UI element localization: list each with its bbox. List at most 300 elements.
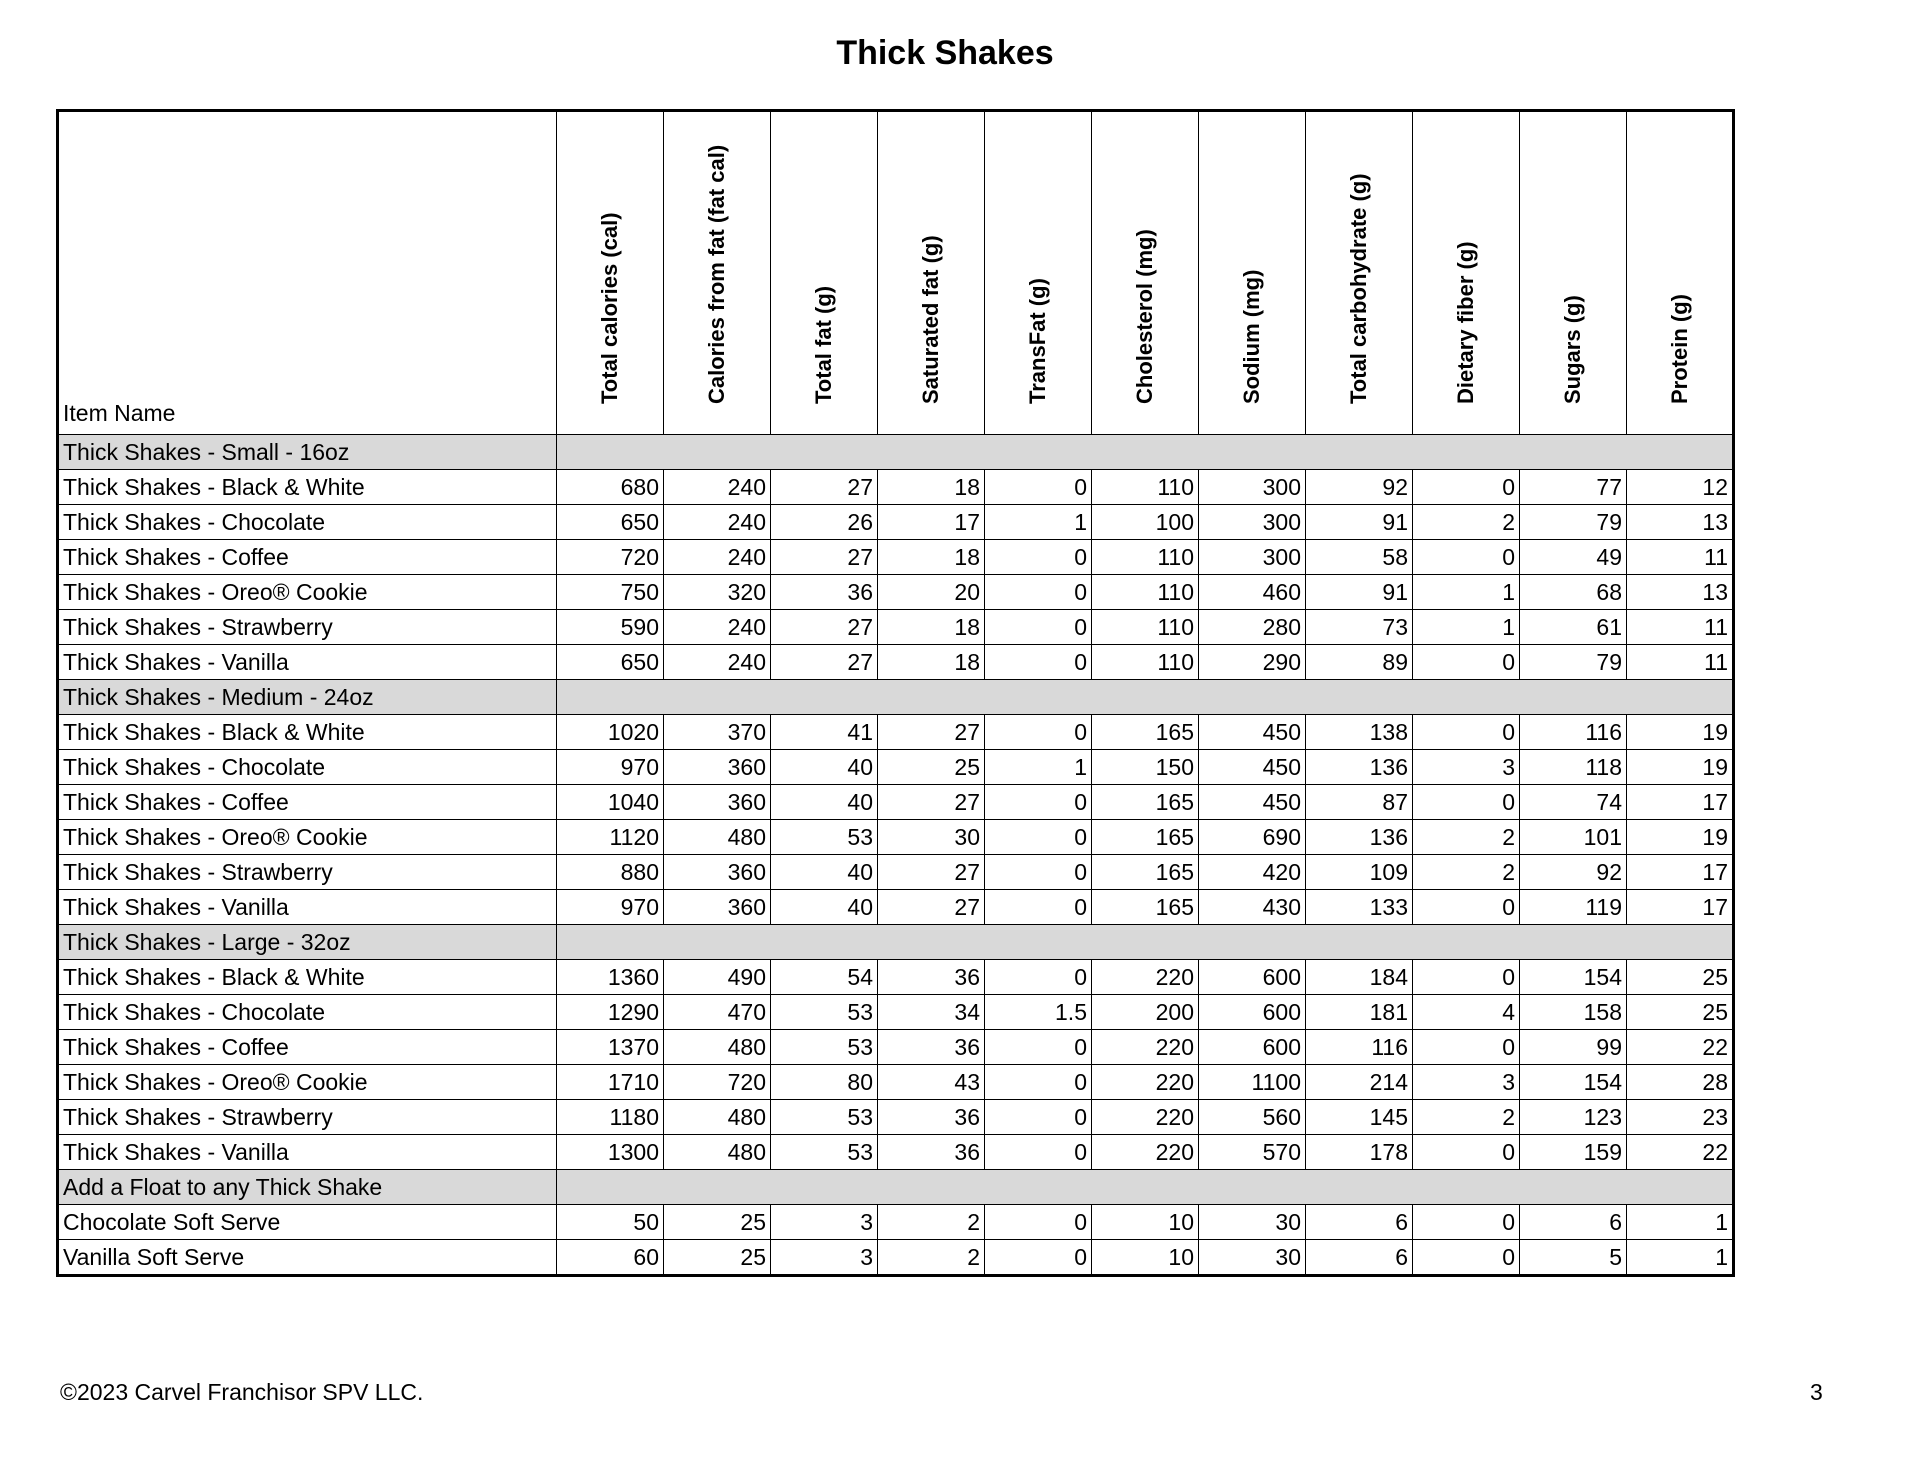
value-cell: 0 (985, 820, 1092, 855)
section-header-row (58, 435, 1734, 470)
value-cell: 19 (1627, 715, 1734, 750)
value-cell: 6 (1306, 1205, 1413, 1240)
value-cell: 1360 (557, 960, 664, 995)
value-cell: 60 (557, 1240, 664, 1276)
value-cell: 0 (1413, 1135, 1520, 1170)
column-header (1413, 111, 1520, 435)
value-cell: 53 (771, 1135, 878, 1170)
table-row (58, 890, 1734, 925)
item-name-cell: Thick Shakes - Chocolate (58, 995, 557, 1030)
section-fill (557, 680, 1734, 715)
value-cell: 360 (664, 855, 771, 890)
value-cell: 360 (664, 750, 771, 785)
value-cell: 178 (1306, 1135, 1413, 1170)
nutrition-table (56, 109, 1735, 1277)
section-header-row (58, 925, 1734, 960)
value-cell: 1710 (557, 1065, 664, 1100)
value-cell: 12 (1627, 470, 1734, 505)
value-cell: 1 (985, 750, 1092, 785)
column-header-label: TransFat (g) (1025, 278, 1050, 404)
value-cell: 89 (1306, 645, 1413, 680)
value-cell: 0 (1413, 540, 1520, 575)
table-row (58, 820, 1734, 855)
value-cell: 6 (1306, 1240, 1413, 1276)
value-cell: 101 (1520, 820, 1627, 855)
item-name-cell: Thick Shakes - Chocolate (58, 750, 557, 785)
value-cell: 290 (1199, 645, 1306, 680)
item-name-cell: Thick Shakes - Oreo® Cookie (58, 575, 557, 610)
value-cell: 87 (1306, 785, 1413, 820)
value-cell: 27 (878, 785, 985, 820)
value-cell: 2 (1413, 820, 1520, 855)
value-cell: 99 (1520, 1030, 1627, 1065)
value-cell: 80 (771, 1065, 878, 1100)
value-cell: 25 (1627, 960, 1734, 995)
value-cell: 1 (1627, 1240, 1734, 1276)
value-cell: 220 (1092, 1065, 1199, 1100)
value-cell: 11 (1627, 645, 1734, 680)
value-cell: 0 (985, 1240, 1092, 1276)
value-cell: 23 (1627, 1100, 1734, 1135)
value-cell: 0 (985, 645, 1092, 680)
item-name-cell: Thick Shakes - Chocolate (58, 505, 557, 540)
value-cell: 154 (1520, 960, 1627, 995)
value-cell: 49 (1520, 540, 1627, 575)
value-cell: 240 (664, 645, 771, 680)
value-cell: 0 (1413, 785, 1520, 820)
table-row (58, 1240, 1734, 1276)
column-header (1092, 111, 1199, 435)
column-header-label: Sodium (mg) (1239, 269, 1264, 404)
value-cell: 165 (1092, 715, 1199, 750)
value-cell: 0 (985, 890, 1092, 925)
value-cell: 0 (985, 960, 1092, 995)
value-cell: 92 (1306, 470, 1413, 505)
value-cell: 280 (1199, 610, 1306, 645)
value-cell: 480 (664, 820, 771, 855)
table-row (58, 575, 1734, 610)
table-row (58, 1030, 1734, 1065)
value-cell: 690 (1199, 820, 1306, 855)
value-cell: 300 (1199, 505, 1306, 540)
value-cell: 17 (1627, 890, 1734, 925)
value-cell: 110 (1092, 575, 1199, 610)
value-cell: 0 (985, 575, 1092, 610)
value-cell: 25 (664, 1240, 771, 1276)
value-cell: 123 (1520, 1100, 1627, 1135)
value-cell: 650 (557, 505, 664, 540)
item-name-cell: Thick Shakes - Oreo® Cookie (58, 820, 557, 855)
table-header-row (58, 111, 1734, 435)
item-name-cell: Thick Shakes - Strawberry (58, 610, 557, 645)
item-name-cell: Chocolate Soft Serve (58, 1205, 557, 1240)
section-title: Add a Float to any Thick Shake (58, 1170, 557, 1205)
value-cell: 53 (771, 995, 878, 1030)
value-cell: 25 (1627, 995, 1734, 1030)
value-cell: 1100 (1199, 1065, 1306, 1100)
value-cell: 0 (1413, 1205, 1520, 1240)
column-header-label: Total fat (g) (811, 285, 836, 404)
value-cell: 320 (664, 575, 771, 610)
value-cell: 0 (1413, 645, 1520, 680)
value-cell: 360 (664, 785, 771, 820)
value-cell: 650 (557, 645, 664, 680)
value-cell: 27 (771, 540, 878, 575)
item-name-cell: Vanilla Soft Serve (58, 1240, 557, 1276)
value-cell: 27 (878, 715, 985, 750)
value-cell: 240 (664, 470, 771, 505)
value-cell: 220 (1092, 960, 1199, 995)
value-cell: 53 (771, 820, 878, 855)
value-cell: 30 (1199, 1240, 1306, 1276)
value-cell: 2 (878, 1205, 985, 1240)
section-fill (557, 435, 1734, 470)
value-cell: 79 (1520, 645, 1627, 680)
table-row (58, 715, 1734, 750)
value-cell: 200 (1092, 995, 1199, 1030)
value-cell: 1290 (557, 995, 664, 1030)
column-header (1627, 111, 1734, 435)
value-cell: 30 (878, 820, 985, 855)
section-header-row (58, 680, 1734, 715)
table-row (58, 995, 1734, 1030)
value-cell: 1 (1627, 1205, 1734, 1240)
item-name-cell: Thick Shakes - Coffee (58, 1030, 557, 1065)
value-cell: 50 (557, 1205, 664, 1240)
value-cell: 36 (878, 1030, 985, 1065)
value-cell: 158 (1520, 995, 1627, 1030)
value-cell: 2 (1413, 855, 1520, 890)
value-cell: 154 (1520, 1065, 1627, 1100)
value-cell: 0 (1413, 960, 1520, 995)
value-cell: 159 (1520, 1135, 1627, 1170)
value-cell: 27 (771, 610, 878, 645)
value-cell: 450 (1199, 715, 1306, 750)
item-name-cell: Thick Shakes - Coffee (58, 785, 557, 820)
value-cell: 110 (1092, 540, 1199, 575)
copyright-notice: ©2023 Carvel Franchisor SPV LLC. (60, 1379, 424, 1405)
value-cell: 480 (664, 1135, 771, 1170)
value-cell: 0 (1413, 1030, 1520, 1065)
value-cell: 3 (771, 1205, 878, 1240)
value-cell: 30 (1199, 1205, 1306, 1240)
value-cell: 600 (1199, 960, 1306, 995)
column-header (557, 111, 664, 435)
value-cell: 1 (985, 505, 1092, 540)
value-cell: 36 (878, 1100, 985, 1135)
item-name-cell: Thick Shakes - Black & White (58, 715, 557, 750)
table-row (58, 540, 1734, 575)
value-cell: 13 (1627, 575, 1734, 610)
value-cell: 240 (664, 610, 771, 645)
value-cell: 150 (1092, 750, 1199, 785)
value-cell: 1 (1413, 610, 1520, 645)
value-cell: 53 (771, 1030, 878, 1065)
value-cell: 240 (664, 540, 771, 575)
table-row (58, 1205, 1734, 1240)
value-cell: 25 (664, 1205, 771, 1240)
value-cell: 2 (1413, 505, 1520, 540)
value-cell: 138 (1306, 715, 1413, 750)
value-cell: 17 (1627, 785, 1734, 820)
value-cell: 0 (985, 785, 1092, 820)
value-cell: 110 (1092, 470, 1199, 505)
section-fill (557, 925, 1734, 960)
value-cell: 1120 (557, 820, 664, 855)
value-cell: 19 (1627, 750, 1734, 785)
column-header (664, 111, 771, 435)
value-cell: 10 (1092, 1240, 1199, 1276)
value-cell: 109 (1306, 855, 1413, 890)
value-cell: 3 (1413, 750, 1520, 785)
section-title: Thick Shakes - Small - 16oz (58, 435, 557, 470)
value-cell: 91 (1306, 575, 1413, 610)
value-cell: 480 (664, 1030, 771, 1065)
value-cell: 0 (985, 1100, 1092, 1135)
table-row (58, 1100, 1734, 1135)
item-name-header: Item Name (58, 111, 557, 435)
value-cell: 77 (1520, 470, 1627, 505)
value-cell: 110 (1092, 645, 1199, 680)
value-cell: 17 (878, 505, 985, 540)
value-cell: 680 (557, 470, 664, 505)
item-name-cell: Thick Shakes - Strawberry (58, 1100, 557, 1135)
value-cell: 460 (1199, 575, 1306, 610)
table-row (58, 610, 1734, 645)
value-cell: 40 (771, 855, 878, 890)
value-cell: 18 (878, 470, 985, 505)
value-cell: 18 (878, 645, 985, 680)
table-row (58, 785, 1734, 820)
column-header (771, 111, 878, 435)
value-cell: 165 (1092, 855, 1199, 890)
value-cell: 10 (1092, 1205, 1199, 1240)
value-cell: 34 (878, 995, 985, 1030)
value-cell: 370 (664, 715, 771, 750)
value-cell: 145 (1306, 1100, 1413, 1135)
value-cell: 480 (664, 1100, 771, 1135)
value-cell: 3 (1413, 1065, 1520, 1100)
value-cell: 58 (1306, 540, 1413, 575)
value-cell: 165 (1092, 820, 1199, 855)
value-cell: 13 (1627, 505, 1734, 540)
value-cell: 36 (771, 575, 878, 610)
column-header (985, 111, 1092, 435)
value-cell: 300 (1199, 470, 1306, 505)
column-header (1199, 111, 1306, 435)
page-number: 3 (1810, 1379, 1823, 1405)
value-cell: 220 (1092, 1030, 1199, 1065)
value-cell: 22 (1627, 1135, 1734, 1170)
value-cell: 18 (878, 540, 985, 575)
value-cell: 40 (771, 890, 878, 925)
value-cell: 54 (771, 960, 878, 995)
column-header-label: Total calories (cal) (597, 212, 622, 404)
value-cell: 1020 (557, 715, 664, 750)
value-cell: 116 (1306, 1030, 1413, 1065)
value-cell: 53 (771, 1100, 878, 1135)
value-cell: 300 (1199, 540, 1306, 575)
value-cell: 20 (878, 575, 985, 610)
value-cell: 36 (878, 960, 985, 995)
value-cell: 3 (771, 1240, 878, 1276)
section-header-row (58, 1170, 1734, 1205)
value-cell: 1 (1413, 575, 1520, 610)
value-cell: 61 (1520, 610, 1627, 645)
value-cell: 2 (1413, 1100, 1520, 1135)
column-header-label: Total carbohydrate (g) (1346, 173, 1371, 404)
column-header-label: Saturated fat (g) (918, 235, 943, 404)
value-cell: 136 (1306, 820, 1413, 855)
column-header-label: Cholesterol (mg) (1132, 229, 1157, 404)
value-cell: 2 (878, 1240, 985, 1276)
section-title: Thick Shakes - Large - 32oz (58, 925, 557, 960)
value-cell: 420 (1199, 855, 1306, 890)
value-cell: 450 (1199, 785, 1306, 820)
item-name-cell: Thick Shakes - Vanilla (58, 1135, 557, 1170)
value-cell: 133 (1306, 890, 1413, 925)
column-header-label: Calories from fat (fat cal) (704, 144, 729, 404)
value-cell: 40 (771, 750, 878, 785)
value-cell: 91 (1306, 505, 1413, 540)
value-cell: 73 (1306, 610, 1413, 645)
page-title: Thick Shakes (836, 34, 1054, 72)
value-cell: 1040 (557, 785, 664, 820)
value-cell: 1180 (557, 1100, 664, 1135)
value-cell: 590 (557, 610, 664, 645)
value-cell: 11 (1627, 610, 1734, 645)
value-cell: 27 (771, 470, 878, 505)
value-cell: 0 (985, 1135, 1092, 1170)
value-cell: 5 (1520, 1240, 1627, 1276)
value-cell: 450 (1199, 750, 1306, 785)
value-cell: 0 (985, 540, 1092, 575)
value-cell: 74 (1520, 785, 1627, 820)
column-header-label: Sugars (g) (1560, 295, 1585, 404)
section-fill (557, 1170, 1734, 1205)
column-header (878, 111, 985, 435)
table-row (58, 855, 1734, 890)
value-cell: 27 (771, 645, 878, 680)
value-cell: 0 (985, 855, 1092, 890)
value-cell: 1300 (557, 1135, 664, 1170)
table-row (58, 470, 1734, 505)
table-row (58, 1065, 1734, 1100)
item-name-cell: Thick Shakes - Strawberry (58, 855, 557, 890)
value-cell: 100 (1092, 505, 1199, 540)
value-cell: 0 (985, 1065, 1092, 1100)
table-row (58, 1135, 1734, 1170)
value-cell: 720 (664, 1065, 771, 1100)
value-cell: 560 (1199, 1100, 1306, 1135)
value-cell: 1370 (557, 1030, 664, 1065)
item-name-cell: Thick Shakes - Black & White (58, 470, 557, 505)
value-cell: 214 (1306, 1065, 1413, 1100)
table-row (58, 505, 1734, 540)
value-cell: 220 (1092, 1100, 1199, 1135)
value-cell: 720 (557, 540, 664, 575)
column-header-label: Protein (g) (1666, 294, 1692, 404)
value-cell: 0 (1413, 470, 1520, 505)
value-cell: 17 (1627, 855, 1734, 890)
value-cell: 4 (1413, 995, 1520, 1030)
value-cell: 0 (1413, 715, 1520, 750)
value-cell: 40 (771, 785, 878, 820)
value-cell: 26 (771, 505, 878, 540)
value-cell: 79 (1520, 505, 1627, 540)
section-title: Thick Shakes - Medium - 24oz (58, 680, 557, 715)
value-cell: 0 (1413, 1240, 1520, 1276)
value-cell: 165 (1092, 890, 1199, 925)
value-cell: 116 (1520, 715, 1627, 750)
value-cell: 92 (1520, 855, 1627, 890)
value-cell: 240 (664, 505, 771, 540)
value-cell: 28 (1627, 1065, 1734, 1100)
value-cell: 360 (664, 890, 771, 925)
value-cell: 6 (1520, 1205, 1627, 1240)
value-cell: 27 (878, 890, 985, 925)
value-cell: 19 (1627, 820, 1734, 855)
value-cell: 181 (1306, 995, 1413, 1030)
table-body (58, 435, 1734, 1276)
value-cell: 470 (664, 995, 771, 1030)
value-cell: 27 (878, 855, 985, 890)
item-name-cell: Thick Shakes - Vanilla (58, 890, 557, 925)
item-name-cell: Thick Shakes - Coffee (58, 540, 557, 575)
table-row (58, 645, 1734, 680)
value-cell: 600 (1199, 1030, 1306, 1065)
table-row (58, 960, 1734, 995)
item-name-cell: Thick Shakes - Oreo® Cookie (58, 1065, 557, 1100)
value-cell: 184 (1306, 960, 1413, 995)
value-cell: 0 (985, 610, 1092, 645)
value-cell: 118 (1520, 750, 1627, 785)
value-cell: 0 (1413, 890, 1520, 925)
table-row (58, 750, 1734, 785)
value-cell: 68 (1520, 575, 1627, 610)
value-cell: 0 (985, 715, 1092, 750)
value-cell: 220 (1092, 1135, 1199, 1170)
value-cell: 600 (1199, 995, 1306, 1030)
column-header (1306, 111, 1413, 435)
value-cell: 430 (1199, 890, 1306, 925)
value-cell: 41 (771, 715, 878, 750)
value-cell: 970 (557, 750, 664, 785)
item-name-cell: Thick Shakes - Black & White (58, 960, 557, 995)
value-cell: 0 (985, 470, 1092, 505)
item-name-cell: Thick Shakes - Vanilla (58, 645, 557, 680)
value-cell: 136 (1306, 750, 1413, 785)
column-header-label: Dietary fiber (g) (1453, 241, 1478, 404)
value-cell: 119 (1520, 890, 1627, 925)
value-cell: 750 (557, 575, 664, 610)
value-cell: 36 (878, 1135, 985, 1170)
value-cell: 0 (985, 1030, 1092, 1065)
value-cell: 880 (557, 855, 664, 890)
value-cell: 110 (1092, 610, 1199, 645)
value-cell: 570 (1199, 1135, 1306, 1170)
value-cell: 43 (878, 1065, 985, 1100)
value-cell: 970 (557, 890, 664, 925)
value-cell: 490 (664, 960, 771, 995)
value-cell: 1.5 (985, 995, 1092, 1030)
value-cell: 18 (878, 610, 985, 645)
value-cell: 165 (1092, 785, 1199, 820)
column-header (1520, 111, 1627, 435)
value-cell: 11 (1627, 540, 1734, 575)
value-cell: 22 (1627, 1030, 1734, 1065)
value-cell: 25 (878, 750, 985, 785)
